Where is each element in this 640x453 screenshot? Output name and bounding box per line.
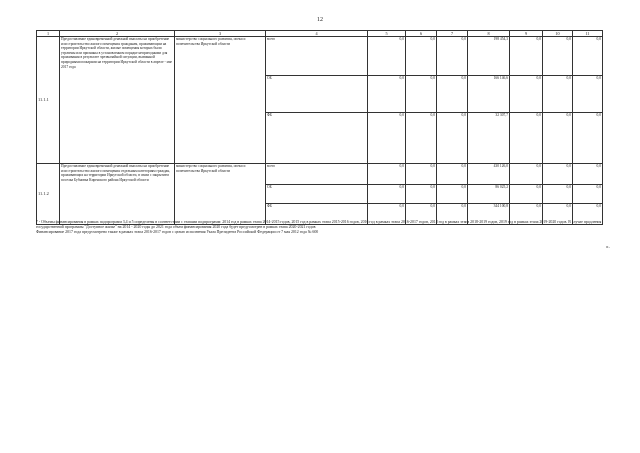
value-cell: 0,0 — [406, 113, 437, 164]
value-cell: 0,0 — [437, 37, 468, 76]
funding-source: всего — [266, 37, 368, 76]
value-cell: 344 100,8 — [468, 204, 510, 225]
header-cell: 2 — [60, 31, 175, 37]
table-row — [37, 37, 603, 76]
value-cell: 0,0 — [368, 37, 406, 76]
measure-code: 11.1.2 — [37, 164, 60, 225]
value-cell: 86 025,2 — [468, 185, 510, 204]
header-cell: 8 — [468, 31, 510, 37]
value-cell: 0,0 — [543, 76, 573, 113]
header-cell: 11 — [573, 31, 603, 37]
funding-source: ОБ — [266, 185, 368, 204]
header-cell: 7 — [437, 31, 468, 37]
value-cell: 0,0 — [510, 37, 543, 76]
value-cell: 0,0 — [573, 76, 603, 113]
value-cell: 0,0 — [437, 185, 468, 204]
measure-title: Предоставление единовременной денежной выплаты на приобретение или строительство жилого помещения гражданам, проживающим на территории Иркутской области, жилые помещения которых были утрачены или признаны в установленном порядке непригодными для проживания в результате чрезвычайной ситуации, вызванной природными пожарами на территории Иркутской области в апреле - мае 2017 года — [60, 37, 175, 164]
measure-executor: министерство социального развития, опеки и попечительства Иркутской области — [175, 164, 266, 225]
value-cell: 0,0 — [543, 204, 573, 225]
footnote-decree: Финансирование 2017 года предусмотрено также в рамках этапа 2016-2017 годов с целью исполнения Указа Президента Российской Федерации от 7 мая 2012 года № 600 — [36, 229, 319, 234]
value-cell: 0,0 — [406, 76, 437, 113]
value-cell: 0,0 — [368, 76, 406, 113]
value-cell: 0,0 — [368, 204, 406, 225]
funding-source: ФБ — [266, 113, 368, 164]
value-cell: 0,0 — [368, 113, 406, 164]
value-cell: 0,0 — [510, 204, 543, 225]
value-cell: 0,0 — [573, 204, 603, 225]
value-cell: 0,0 — [406, 204, 437, 225]
header-cell: 6 — [406, 31, 437, 37]
value-cell: 0,0 — [406, 37, 437, 76]
financing-table — [36, 30, 603, 225]
value-cell: 0,0 — [510, 113, 543, 164]
header-cell: 9 — [510, 31, 543, 37]
footnotes — [36, 220, 626, 235]
value-cell: 0,0 — [437, 204, 468, 225]
header-cell: 4 — [266, 31, 368, 37]
funding-source: всего — [266, 164, 368, 185]
closing-quote-mark: ». — [606, 245, 610, 250]
value-cell: 0,0 — [573, 37, 603, 76]
value-cell: 0,0 — [510, 164, 543, 185]
value-cell: 198 454,3 — [468, 37, 510, 76]
value-cell: 0,0 — [368, 164, 406, 185]
header-cell: 1 — [37, 31, 60, 37]
value-cell: 0,0 — [543, 185, 573, 204]
value-cell: 0,0 — [573, 185, 603, 204]
value-cell: 430 126,0 — [468, 164, 510, 185]
value-cell: 166 146,6 — [468, 76, 510, 113]
value-cell: 0,0 — [510, 185, 543, 204]
header-cell: 3 — [175, 31, 266, 37]
value-cell: 0,0 — [437, 113, 468, 164]
funding-source: ФБ — [266, 204, 368, 225]
footnote-stages: * - Объемы финансирования в рамках подпрограмм 3,4 и 5 определены в соответствии с этапами подпрограмм: 2014 год в рамках этапа 2014-2015 годов, 2015 год в рамках этапа 2015-2016 годов, 2016 год в рамках этапа 2016-2017 годов, 2018 год в рамках этапа 2018-2019 годов, 2019 год в рамках этапа 2019-2020 годов. В случае продления государственной программы "Доступное жилье" на 2014 - 2020 годы до 2021 года объем финансирования 2020 года будет предусмотрен в рамках этапа 2020-2021 годов — [36, 220, 602, 229]
value-cell: 0,0 — [573, 113, 603, 164]
value-cell: 0,0 — [573, 164, 603, 185]
measure-title: Предоставление единовременной денежной выплаты на приобретение или строительство жилого помещения отдельным категориям граждан, проживающих на территории Иркутской области, в связи с закрытием поселка Бубновка Киренского района Иркутской области — [60, 164, 175, 225]
value-cell: 0,0 — [368, 185, 406, 204]
table-row — [37, 164, 603, 185]
value-cell: 0,0 — [406, 164, 437, 185]
value-cell: 0,0 — [406, 185, 437, 204]
value-cell: 0,0 — [543, 37, 573, 76]
measure-executor: министерство социального развития, опеки и попечительства Иркутской области — [175, 37, 266, 164]
header-cell: 10 — [543, 31, 573, 37]
value-cell: 32 307,7 — [468, 113, 510, 164]
funding-source: ОБ — [266, 76, 368, 113]
header-cell: 5 — [368, 31, 406, 37]
value-cell: 0,0 — [510, 76, 543, 113]
value-cell: 0,0 — [437, 164, 468, 185]
measure-code: 11.1.1 — [37, 37, 60, 164]
value-cell: 0,0 — [437, 76, 468, 113]
value-cell: 0,0 — [543, 164, 573, 185]
value-cell: 0,0 — [543, 113, 573, 164]
page-number: 12 — [317, 17, 323, 23]
